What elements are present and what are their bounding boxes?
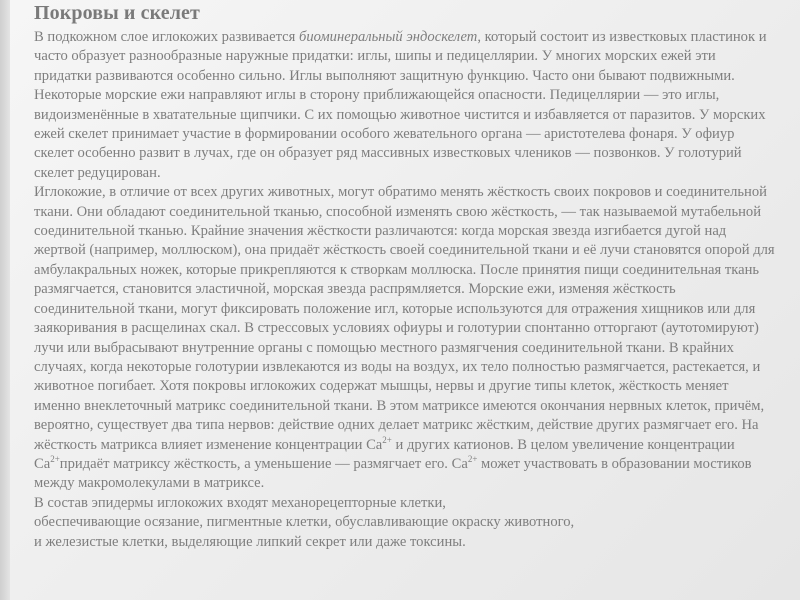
paragraph-mutable-tissue-part1: Иглокожие, в отличие от всех других животных, могут обратимо менять жёсткость своих покровов и соединительной ткани. Они обладают соединительной тканью, способной изменять свою жёсткость, — так называемой мутабельной соединительной тканью. Крайние значения жёсткости различаются: когда морская звезда изгибается дугой над жертвой (например, моллюском), она придаёт жёсткость своей соединительной ткани и её лучи становятся опорой для амбулакральных ножек, которые прикрепляются к створкам моллюска. После принятия пищи соединительная ткань размягчается, становится эластичной, морская звезда распрямляется. Морские ежи, изменяя жёсткость соединительной ткани, могут фиксировать положение игл, которые используются для отражения хищников или для заякоривания в расщелинах скал. В стрессовых условиях офиуры и голотурии спонтанно отторгают (аутотомируют) лучи или выбрасывают внутренние органы с помощью местного размягчения соединительной ткани. В крайних случаях, когда некоторые голотурии извлекаются из воды на воздух, их тело полностью размягчается, растекается, и животное погибает. Хотя покровы иглокожих содержат мышцы, нервы и другие типы клеток, жёсткость меняет именно внеклеточный матрикс соединительной ткани. В этом матриксе имеются окончания нервных клеток, причём, вероятно, существует два типа нервов: действие одних делает матрикс жёстким, действие других размягчает его. На жёсткость матрикса влияет изменение концентрации Ca [34, 184, 775, 453]
paragraph-mutable-tissue-part4: может участвовать в образовании мостиков между макромолекулами в матриксе. [34, 455, 752, 492]
epidermis-line-3: и железистые клетки, выделяющие липкий секрет или даже токсины. [34, 533, 466, 550]
term-biomineral-endoskeleton: биоминеральный эндоскелет [298, 29, 478, 45]
calcium-charge-superscript-2: 2+ [50, 454, 60, 465]
paragraph-skeleton-intro: В подкожном слое иглокожих развивается [34, 29, 299, 45]
left-decorative-rule [0, 0, 10, 600]
paragraph-skeleton [34, 28, 776, 183]
paragraph-mutable-tissue [34, 183, 776, 494]
calcium-charge-superscript-1: 2+ [382, 434, 392, 445]
paragraph-mutable-tissue-part3: придаёт матриксу жёсткость, а уменьшение — размягчает его. Ca [59, 455, 468, 472]
epidermis-line-1: В состав эпидермы иглокожих входят механорецепторные клетки, [34, 494, 446, 511]
paragraph-mutable-tissue-part2: и других катионов. В целом увеличение концентрации Ca [34, 436, 735, 472]
paragraph-epidermis [34, 494, 776, 552]
paragraph-skeleton-body: , который состоит из известковых пластинок и часто образует разнообразные наружные придатки: иглы, шипы и педицеллярии. У многих морских ежей эти придатки развиваются особенно сильно. Иглы выполняют защитную функцию. Часто они бывают подвижными. Некоторые морские ежи направляют иглы в сторону приближающейся опасности. Педицеллярии — это иглы, видоизменённые в хватательные щипчики. С их помощью животное чистится и избавляется от паразитов. У морских ежей скелет принимает участие в формировании особого жевательного органа — аристотелева фонаря. У офиур скелет особенно развит в лучах, где он образует ряд массивных известковых члеников — позвонков. У голотурий скелет редуцирован. [34, 29, 767, 181]
calcium-charge-superscript-3: 2+ [467, 454, 478, 465]
epidermis-line-2: обеспечивающие осязание, пигментные клетки, обуславливающие окраску животного, [34, 514, 575, 531]
slide-title: Покровы и скелет [34, 2, 200, 24]
